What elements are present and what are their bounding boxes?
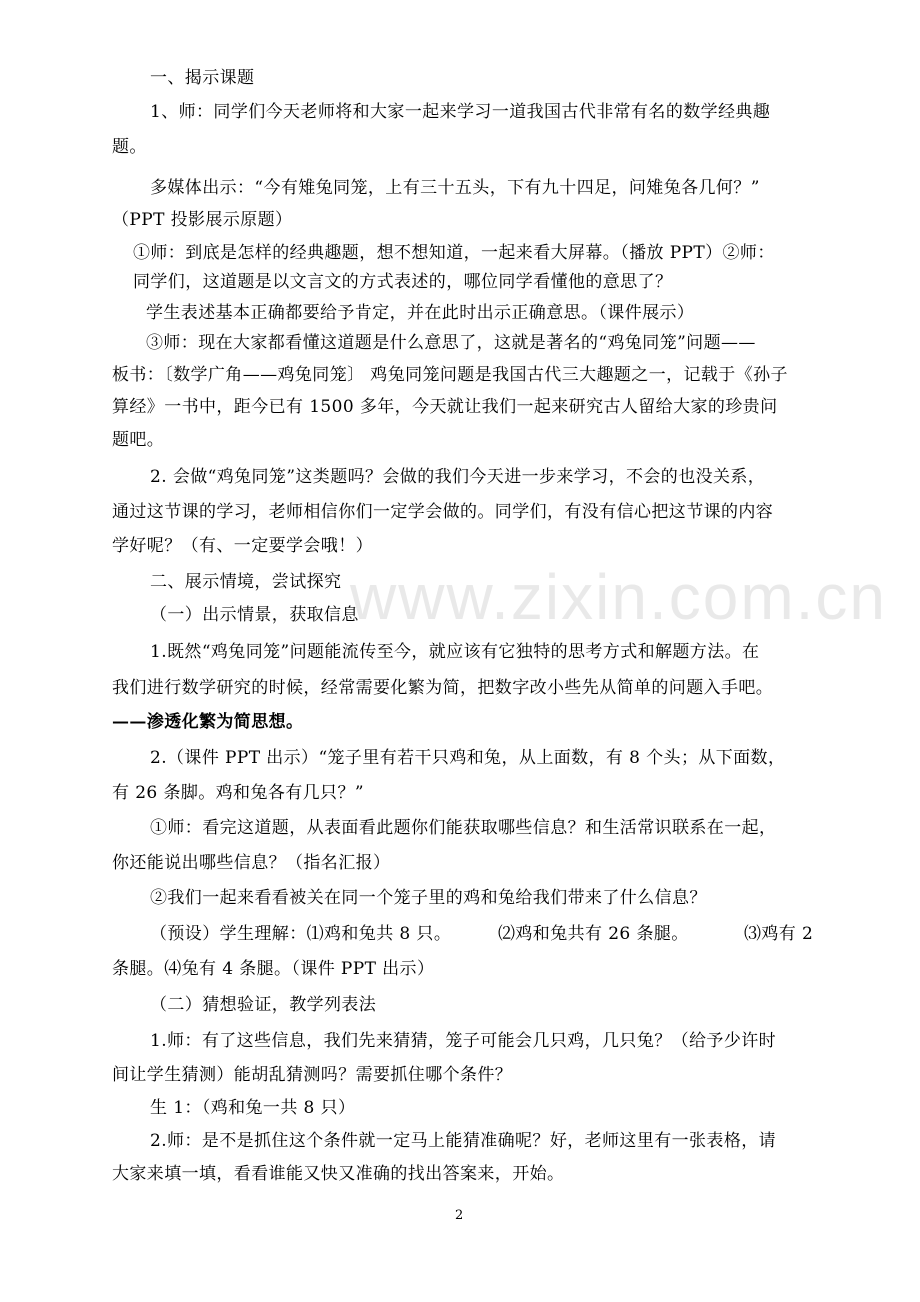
paragraph-line: 学好呢？（有、一定要学会哦！） bbox=[112, 536, 373, 556]
paragraph-line: ⑶鸡有 2 bbox=[744, 924, 814, 944]
paragraph-line: 算经》一书中，距今已有 1500 多年，今天就让我们一起来研究古人留给大家的珍贵问 bbox=[112, 397, 778, 417]
paragraph-line: 多媒体出示：“今有雉兔同笼，上有三十五头，下有九十四足，问雉兔各几何？” bbox=[150, 178, 760, 198]
watermark: www.zixin.com.cn bbox=[350, 561, 887, 633]
paragraph-line: 间让学生猜测）能胡乱猜测吗？需要抓住哪个条件？ bbox=[112, 1065, 513, 1085]
paragraph-line: 1.既然“鸡兔同笼”问题能流传至今，就应该有它独特的思考方式和解题方法。在 bbox=[150, 642, 760, 662]
paragraph-line: 2.（课件 PPT 出示）“笼子里有若干只鸡和兔，从上面数，有 8 个头；从下面数， bbox=[150, 748, 786, 768]
heading-explore: 二、展示情境，尝试探究 bbox=[150, 572, 342, 592]
paragraph-line: 我们进行数学研究的时候，经常需要化繁为简，把数字改小些先从简单的问题入手吧。 bbox=[112, 678, 774, 698]
paragraph-line: ⑵鸡和兔共有 26 条腿。 bbox=[498, 924, 689, 944]
paragraph-line: （PPT 投影展示原题） bbox=[112, 210, 293, 230]
paragraph-line: 你还能说出哪些信息？（指名汇报） bbox=[112, 853, 391, 873]
paragraph-line: 板书：〔数学广角——鸡兔同笼〕 鸡兔同笼问题是我国古代三大趣题之一，记载于《孙子 bbox=[112, 365, 788, 385]
paragraph-line: ①师：到底是怎样的经典趣题，想不想知道，一起来看大屏幕。（播放 PPT）②师： bbox=[133, 243, 775, 263]
paragraph-line: （预设）学生理解：⑴鸡和兔共 8 只。 bbox=[150, 924, 452, 944]
paragraph-line: 条腿。⑷兔有 4 条腿。（课件 PPT 出示） bbox=[112, 959, 435, 979]
paragraph-line: 题。 bbox=[112, 137, 147, 157]
paragraph-line: 1.师：有了这些信息，我们先来猜猜，笼子可能会几只鸡，几只兔？（给予少许时 bbox=[150, 1031, 777, 1051]
paragraph-line: 大家来填一填，看看谁能又快又准确的找出答案来，开始。 bbox=[112, 1164, 565, 1184]
paragraph-line: 1、师：同学们今天老师将和大家一起来学习一道我国古代非常有名的数学经典趣 bbox=[150, 102, 771, 122]
paragraph-line: ③师：现在大家都看懂这道题是什么意思了，这就是著名的“鸡兔同笼”问题—— bbox=[146, 333, 756, 353]
paragraph-line: ①师：看完这道题，从表面看此题你们能获取哪些信息？和生活常识联系在一起， bbox=[150, 818, 777, 838]
paragraph-line: 通过这节课的学习，老师相信你们一定学会做的。同学们，有没有信心把这节课的内容 bbox=[112, 502, 774, 522]
page-number: 2 bbox=[455, 1208, 464, 1223]
subheading-info: （一）出示情景，获取信息 bbox=[150, 605, 359, 625]
paragraph-line: 学生表述基本正确都要给予肯定，并在此时出示正确意思。（课件展示） bbox=[146, 303, 695, 323]
emphasis-line: ——渗透化繁为简思想。 bbox=[112, 712, 304, 732]
paragraph-line: 生 1：（鸡和兔一共 8 只） bbox=[150, 1098, 356, 1118]
paragraph-line: 2.师：是不是抓住这个条件就一定马上能猜准确呢？好，老师这里有一张表格，请 bbox=[150, 1131, 777, 1151]
paragraph-line: 同学们，这道题是以文言文的方式表述的，哪位同学看懂他的意思了？ bbox=[133, 272, 673, 292]
paragraph-line: ②我们一起来看看被关在同一个笼子里的鸡和兔给我们带来了什么信息？ bbox=[150, 888, 707, 908]
heading-reveal-topic: 一、揭示课题 bbox=[150, 68, 255, 88]
paragraph-line: 2. 会做“鸡兔同笼”这类题吗？会做的我们今天进一步来学习，不会的也没关系， bbox=[150, 467, 766, 487]
paragraph-line: 题吧。 bbox=[112, 430, 165, 450]
subheading-guess: （二）猜想验证，教学列表法 bbox=[150, 995, 377, 1015]
paragraph-line: 有 26 条脚。鸡和兔各有几只？” bbox=[112, 783, 364, 803]
